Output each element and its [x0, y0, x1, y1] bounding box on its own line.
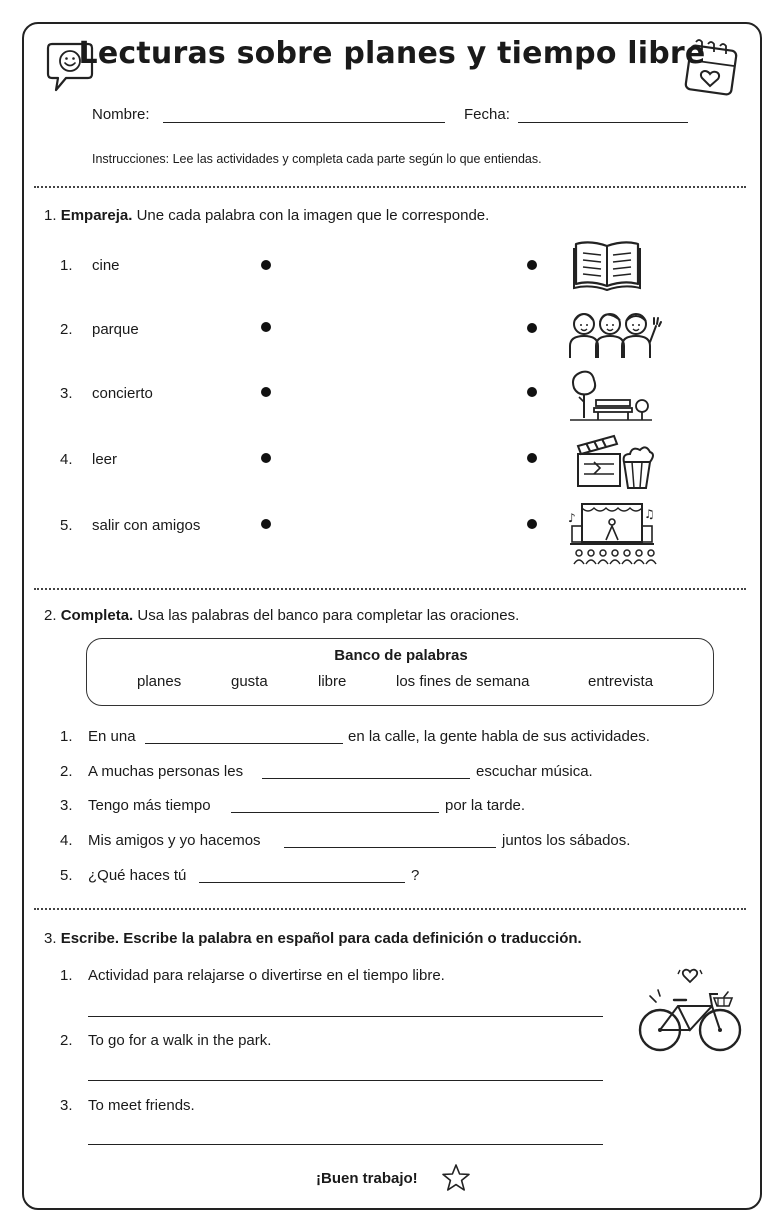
match-item-number: 1. [60, 257, 73, 274]
sentence-start: Tengo más tiempo [88, 797, 211, 814]
section1-heading [44, 207, 489, 224]
sentence-number: 3. [60, 797, 73, 814]
match-left-dot[interactable] [261, 387, 271, 397]
definition-number: 3. [60, 1097, 73, 1114]
match-item-number: 2. [60, 321, 73, 338]
sentence-end: en la calle, la gente habla de sus actividades. [348, 728, 650, 745]
section-divider [34, 588, 746, 590]
section3-heading-bold: Escribe. [60, 930, 120, 947]
sentence-start: ¿Qué haces tú [88, 867, 187, 884]
definition-text: To go for a walk in the park. [88, 1032, 272, 1049]
section-divider [34, 186, 746, 188]
match-left-dot[interactable] [261, 519, 271, 529]
section3-heading [44, 930, 582, 947]
park-bench-icon [568, 368, 654, 422]
definition-number: 2. [60, 1032, 73, 1049]
name-field[interactable] [163, 122, 445, 123]
match-item-number: 4. [60, 451, 73, 468]
footer-message: ¡Buen trabajo! [316, 1170, 418, 1187]
section1-number: 1. [44, 207, 57, 224]
section3-number: 3. [44, 930, 57, 947]
word-bank [86, 638, 714, 706]
sentence-blank[interactable] [284, 847, 496, 848]
section3-instruction: Escribe la palabra en español para cada definición o traducción. [119, 930, 582, 947]
definition-text: To meet friends. [88, 1097, 195, 1114]
sentence-number: 2. [60, 763, 73, 780]
match-item-number: 3. [60, 385, 73, 402]
name-label: Nombre: [92, 106, 150, 123]
sentence-end: ? [411, 867, 420, 884]
match-right-dot[interactable] [527, 387, 537, 397]
star-icon [440, 1162, 472, 1194]
definition-text: Actividad para relajarse o divertirse en el tiempo libre. [88, 967, 445, 984]
section1-heading-bold: Empareja. [60, 207, 133, 224]
match-right-dot[interactable] [527, 260, 537, 270]
match-item-number: 5. [60, 517, 73, 534]
word-bank-word: los fines de semana [396, 673, 530, 690]
match-left-dot[interactable] [261, 260, 271, 270]
instructions-text: Instrucciones: Lee las actividades y completa cada parte según lo que entiendas. [92, 152, 542, 166]
sentence-start: A muchas personas les [88, 763, 244, 780]
word-bank-word: gusta [231, 673, 268, 690]
match-word: cine [92, 257, 120, 274]
sentence-start: En una [88, 728, 136, 745]
friends-icon [564, 304, 664, 360]
sentence-end: por la tarde. [445, 797, 526, 814]
sentence-blank[interactable] [262, 778, 470, 779]
date-field[interactable] [518, 122, 688, 123]
word-bank-title: Banco de palabras [334, 647, 468, 664]
definition-number: 1. [60, 967, 73, 984]
word-bank-word: entrevista [588, 673, 654, 690]
sentence-blank[interactable] [199, 882, 405, 883]
section2-heading-bold: Completa. [60, 607, 134, 624]
sentence-end: escuchar música. [476, 763, 593, 780]
section2-number: 2. [44, 607, 57, 624]
answer-line[interactable] [88, 1016, 603, 1017]
word-bank-word: libre [318, 673, 347, 690]
match-word: parque [92, 321, 139, 338]
sentence-end: juntos los sábados. [502, 832, 631, 849]
section2-instruction: Usa las palabras del banco para completar las oraciones. [133, 607, 520, 624]
concert-stage-icon [566, 500, 658, 570]
date-label: Fecha: [464, 106, 510, 123]
svg-text:♪: ♪ [568, 511, 576, 525]
match-right-dot[interactable] [527, 453, 537, 463]
book-icon [572, 238, 642, 292]
svg-text:♫: ♫ [644, 507, 655, 521]
match-word: concierto [92, 385, 153, 402]
section1-instruction: Une cada palabra con la imagen que le corresponde. [132, 207, 490, 224]
page-title: Lecturas sobre planes y tiempo libre [78, 36, 706, 71]
bicycle-icon [634, 962, 746, 1058]
cinema-clapper-popcorn-icon [572, 432, 654, 490]
section-divider [34, 908, 746, 910]
section2-heading [44, 607, 519, 624]
match-word: salir con amigos [92, 517, 201, 534]
match-left-dot[interactable] [261, 453, 271, 463]
answer-line[interactable] [88, 1144, 603, 1145]
sentence-number: 5. [60, 867, 73, 884]
sentence-start: Mis amigos y yo hacemos [88, 832, 261, 849]
match-word: leer [92, 451, 118, 468]
sentence-number: 4. [60, 832, 73, 849]
sentence-blank[interactable] [145, 743, 343, 744]
answer-line[interactable] [88, 1080, 603, 1081]
sentence-blank[interactable] [231, 812, 439, 813]
word-bank-word: planes [137, 673, 182, 690]
match-left-dot[interactable] [261, 322, 271, 332]
match-right-dot[interactable] [527, 519, 537, 529]
match-right-dot[interactable] [527, 323, 537, 333]
sentence-number: 1. [60, 728, 73, 745]
